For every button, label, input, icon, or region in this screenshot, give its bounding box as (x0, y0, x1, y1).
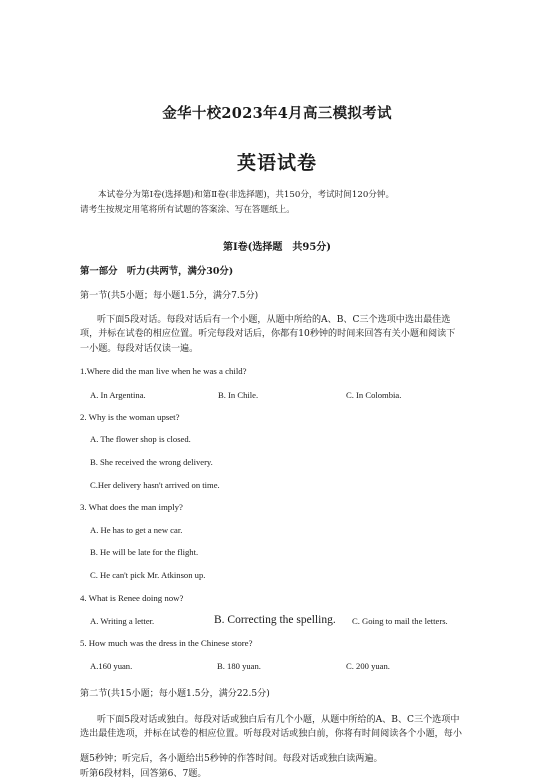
section-two-title: 第二节(共15小题；每小题1.5分，满分22.5分) (80, 689, 270, 699)
volume-title: 第Ⅰ卷(选择题 共95分) (222, 242, 332, 253)
section-one-instruction-2: 项，并标在试卷的相应位置。听完每段对话后，你都有10秒钟的时间来回答有关小题和阅读下 (80, 329, 456, 339)
question-5-option-b: B. 180 yuan. (217, 661, 261, 671)
question-4-option-c: C. Going to mail the letters. (352, 616, 448, 626)
question-2-option-b: B. She received the wrong delivery. (90, 457, 213, 467)
question-5: 5. How much was the dress in the Chinese store? (80, 638, 253, 648)
question-1: 1.Where did the man live when he was a child? (80, 366, 247, 376)
question-2-option-a: A. The flower shop is closed. (90, 434, 191, 444)
exam-title: 金华十校2023年4月高三模拟考试 (162, 105, 392, 122)
question-5-option-a: A.160 yuan. (90, 661, 133, 671)
question-1-option-a: A. In Argentina. (90, 390, 146, 400)
question-4-option-a: A. Writing a letter. (90, 616, 155, 626)
note-line-1: 本试卷分为第Ⅰ卷(选择题)和第Ⅱ卷(非选择题)，共150分，考试时间120分钟。 (98, 190, 395, 200)
question-3-option-a: A. He has to get a new car. (90, 525, 183, 535)
question-1-option-c: C. In Colombia. (346, 390, 402, 400)
question-2-option-c: C.Her delivery hasn't arrived on time. (90, 480, 220, 490)
question-3: 3. What does the man imply? (80, 502, 183, 512)
question-4: 4. What is Renee doing now? (80, 593, 184, 603)
exam-subtitle: 英语试卷 (236, 152, 317, 174)
question-3-option-b: B. He will be late for the flight. (90, 547, 199, 557)
section-one-title: 第一节(共5小题；每小题1.5分，满分7.5分) (80, 291, 259, 301)
question-5-option-c: C. 200 yuan. (346, 661, 390, 671)
section-two-instruction-2: 选出最佳选项，并标在试卷的相应位置。听每段对话或独白前，你将有时间阅读各个小题，每小 (80, 729, 462, 739)
section-two-instruction-3: 题5秒钟；听完后，各小题给出5秒钟的作答时间。每段对话或独白读两遍。 (80, 754, 383, 764)
section-one-instruction-3: 一小题。每段对话仅读一遍。 (80, 344, 199, 354)
question-1-option-b: B. In Chile. (218, 390, 259, 400)
section-one-instruction-1: 听下面5段对话。每段对话后有一个小题，从题中所给的A、B、C三个选项中选出最佳选 (97, 315, 451, 325)
note-line-2: 请考生按规定用笔将所有试题的答案涂、写在答题纸上。 (80, 205, 295, 215)
question-4-option-b: B. Correcting the spelling. (214, 614, 336, 626)
section-two-instruction-1: 听下面5段对话或独白。每段对话或独白后有几个小题，从题中所给的A、B、C三个选项中 (97, 715, 460, 725)
question-3-option-c: C. He can't pick Mr. Atkinson up. (90, 570, 206, 580)
question-2: 2. Why is the woman upset? (80, 412, 180, 422)
part-one-heading: 第一部分 听力(共两节，满分30分) (80, 266, 234, 277)
section-two-instruction-4: 听第6段材料，回答第6、7题。 (80, 769, 207, 779)
